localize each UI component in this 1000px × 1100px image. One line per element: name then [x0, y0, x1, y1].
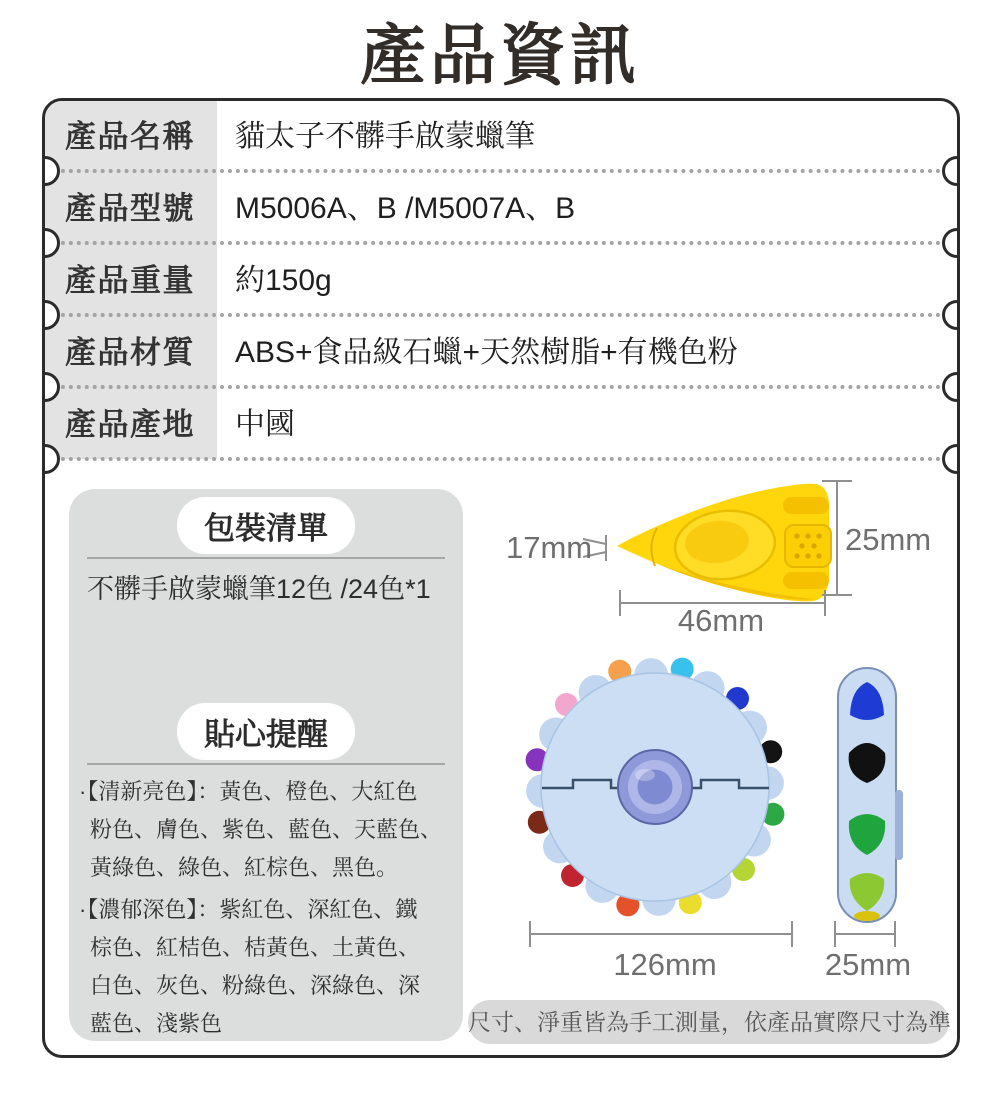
- spec-value: 貓太子不髒手啟蒙蠟筆: [235, 120, 535, 153]
- reminder-text: 【濃郁深色】：紫紅色、深紅色、鐵: [87, 897, 418, 922]
- dim-label-tip-width: 17mm: [506, 530, 593, 565]
- crayon-case-image: [495, 651, 950, 996]
- packing-item: 不髒手啟蒙蠟筆12色 /24色*1: [87, 574, 431, 604]
- reminder-text: 【清新亮色】：黃色、橙色、大紅色: [87, 779, 418, 804]
- reminder-bullet-line: 白色、灰色、粉綠色、深綠色、深: [90, 973, 421, 998]
- dim-label-case-diameter: 126mm: [613, 947, 717, 982]
- ticket-notch: [942, 444, 960, 474]
- spec-value: M5006A、B /M5007A、B: [235, 192, 576, 225]
- reminder-bullet-line: [79, 773, 463, 811]
- spec-label: 產品型號: [65, 191, 195, 226]
- spec-row-origin: [45, 389, 957, 461]
- case-front-view: [526, 658, 785, 917]
- dim-label-case-thickness: 25mm: [824, 947, 912, 982]
- reminder-bullet-line: [79, 891, 463, 929]
- spec-row-model: [45, 173, 957, 245]
- spec-row-material: [45, 317, 957, 389]
- reminder-bullet-line: 藍色、淺紫色: [90, 1011, 223, 1036]
- spec-row-weight: [45, 245, 957, 317]
- row-separator: [45, 241, 957, 245]
- spec-value: ABS+食品級石蠟+天然樹脂+有機色粉: [235, 336, 738, 369]
- packing-divider: [87, 557, 445, 559]
- info-panel: [69, 489, 463, 1041]
- bullet-marker: ·: [79, 897, 87, 922]
- dim-label-tip-height: 25mm: [845, 522, 932, 557]
- reminder-bullet-line: 黃綠色、綠色、紅棕色、黑色。: [90, 855, 399, 880]
- crayon-tip-body: [617, 484, 831, 602]
- reminder-bullets: [79, 773, 463, 1043]
- row-separator: [45, 385, 957, 389]
- page-title: 產品資訊: [360, 18, 640, 92]
- reminder-divider: [87, 763, 445, 765]
- spec-value: 中國: [235, 408, 295, 441]
- row-separator: [45, 313, 957, 317]
- spec-ticket: [42, 98, 960, 1058]
- spec-row-name: [45, 101, 957, 173]
- case-center-button: [618, 750, 692, 824]
- spec-label: 產品材質: [65, 335, 195, 370]
- row-separator: [45, 457, 957, 461]
- case-side-view: [838, 668, 903, 922]
- dim-label-tip-length: 46mm: [677, 603, 765, 638]
- packing-list-badge: 包裝清單: [177, 497, 355, 554]
- row-separator: [45, 169, 957, 173]
- reminder-badge: 貼心提醒: [177, 703, 355, 760]
- measurement-footnote: 尺寸、淨重皆為手工測量，依產品實際尺寸為準: [468, 1000, 949, 1044]
- dimension-lines: [530, 921, 895, 947]
- spec-label: 產品名稱: [65, 119, 195, 154]
- spec-value: 約150g: [235, 264, 332, 297]
- reminder-bullet-line: 棕色、紅桔色、桔黃色、土黃色、: [90, 935, 421, 960]
- reminder-bullet-line: 粉色、膚色、紫色、藍色、天藍色、: [90, 817, 443, 842]
- bullet-marker: ·: [79, 779, 87, 804]
- spec-label: 產品產地: [65, 407, 195, 442]
- spec-label: 產品重量: [65, 263, 195, 298]
